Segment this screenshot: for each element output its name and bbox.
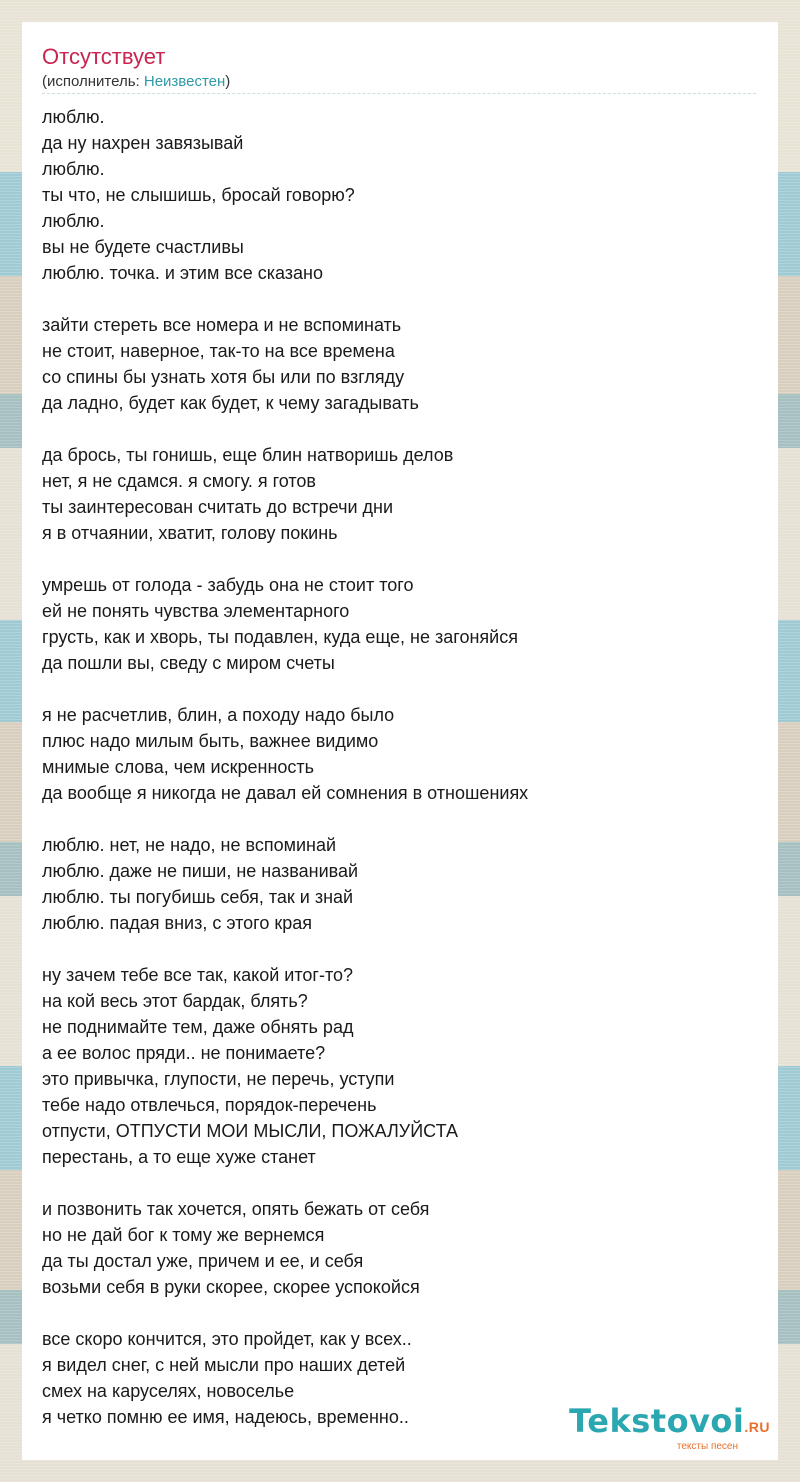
lyrics-stanza — [42, 1196, 762, 1300]
byline-suffix: ) — [225, 73, 231, 90]
lyrics-line: грусть, как и хворь, ты подавлен, куда еще, не загоняйся — [42, 627, 518, 647]
lyrics-stanza — [42, 962, 762, 1170]
lyrics-line: я видел снег, с ней мысли про наших детей — [42, 1355, 406, 1375]
lyrics-line: тебе надо отвлечься, порядок-перечень — [42, 1095, 377, 1115]
lyrics-line: вы не будете счастливы — [42, 237, 244, 257]
lyrics-line: это привычка, глупости, не перечь, уступи — [42, 1069, 395, 1089]
lyrics-line: возьми себя в руки скорее, скорее успокойся — [42, 1277, 420, 1297]
lyrics-line: люблю. — [42, 107, 105, 127]
site-logo[interactable] — [550, 1404, 770, 1452]
lyrics-line: да ну нахрен завязывай — [42, 133, 244, 153]
lyrics-stanza — [42, 104, 762, 286]
lyrics-line: люблю. — [42, 211, 105, 231]
lyrics-line: да брось, ты гонишь, еще блин натворишь делов — [42, 445, 454, 465]
lyrics-line: нет, я не сдамся. я смогу. я готов — [42, 471, 316, 491]
lyrics-line: и позвонить так хочется, опять бежать от себя — [42, 1199, 430, 1219]
lyrics-stanza — [42, 442, 762, 546]
lyrics-line: со спины бы узнать хотя бы или по взгляду — [42, 367, 405, 387]
lyrics-line: не поднимайте тем, даже обнять рад — [42, 1017, 354, 1037]
lyrics-line: люблю. даже не пиши, не названивай — [42, 861, 359, 881]
lyrics-line: я не расчетлив, блин, а походу надо было — [42, 705, 395, 725]
lyrics-line: я в отчаянии, хватит, голову покинь — [42, 523, 338, 543]
lyrics-line: зайти стереть все номера и не вспоминать — [42, 315, 402, 335]
lyrics-line: мнимые слова, чем искренность — [42, 757, 315, 777]
logo-tagline: тексты песен — [676, 1441, 738, 1452]
title-divider — [42, 93, 756, 94]
artist-link[interactable]: Неизвестен — [143, 73, 226, 90]
lyrics-line: люблю. ты погубишь себя, так и знай — [42, 887, 354, 907]
lyrics-line: я четко помню ее имя, надеюсь, временно.. — [42, 1407, 409, 1427]
lyrics-stanza — [42, 832, 762, 936]
lyrics-line: да вообще я никогда не давал ей сомнения в отношениях — [42, 783, 529, 803]
lyrics-line: плюс надо милым быть, важнее видимо — [42, 731, 379, 751]
lyrics-line: перестань, а то еще хуже станет — [42, 1147, 316, 1167]
lyrics-line: смех на каруселях, новоселье — [42, 1381, 295, 1401]
lyrics-line: ты что, не слышишь, бросай говорю? — [42, 185, 355, 205]
song-title: Отсутствует — [42, 44, 166, 69]
lyrics-line: все скоро кончится, это пройдет, как у всех.. — [42, 1329, 412, 1349]
lyrics-line: люблю. точка. и этим все сказано — [42, 263, 324, 283]
lyrics-line: а ее волос пряди.. не понимаете? — [42, 1043, 326, 1063]
byline — [42, 73, 230, 91]
lyrics-line: но не дай бог к тому же вернемся — [42, 1225, 325, 1245]
lyrics-line: люблю. — [42, 159, 105, 179]
lyrics-line: ты заинтересован считать до встречи дни — [42, 497, 394, 517]
lyrics-stanza — [42, 702, 762, 806]
lyrics-line: люблю. нет, не надо, не вспоминай — [42, 835, 337, 855]
logo-name: Tekstovoi — [569, 1402, 745, 1440]
lyrics-card — [22, 22, 778, 1460]
lyrics-line: да пошли вы, сведу с миром счеты — [42, 653, 335, 673]
lyrics-line: не стоит, наверное, так-то на все времена — [42, 341, 395, 361]
lyrics-stanza — [42, 312, 762, 416]
lyrics-line: люблю. падая вниз, с этого края — [42, 913, 313, 933]
lyrics-body — [42, 104, 762, 1456]
lyrics-line: умрешь от голода - забудь она не стоит того — [42, 575, 414, 595]
byline-prefix: (исполнитель: — [42, 73, 144, 90]
lyrics-stanza — [42, 572, 762, 676]
lyrics-line: ну зачем тебе все так, какой итог-то? — [42, 965, 354, 985]
lyrics-line: на кой весь этот бардак, блять? — [42, 991, 308, 1011]
logo-suffix: .RU — [744, 1419, 770, 1435]
lyrics-line: да ладно, будет как будет, к чему загадывать — [42, 393, 419, 413]
lyrics-line: отпусти, ОТПУСТИ МОИ МЫСЛИ, ПОЖАЛУЙСТА — [42, 1121, 458, 1141]
lyrics-line: да ты достал уже, причем и ее, и себя — [42, 1251, 364, 1271]
lyrics-line: ей не понять чувства элементарного — [42, 601, 350, 621]
logo-wordmark — [569, 1404, 770, 1444]
